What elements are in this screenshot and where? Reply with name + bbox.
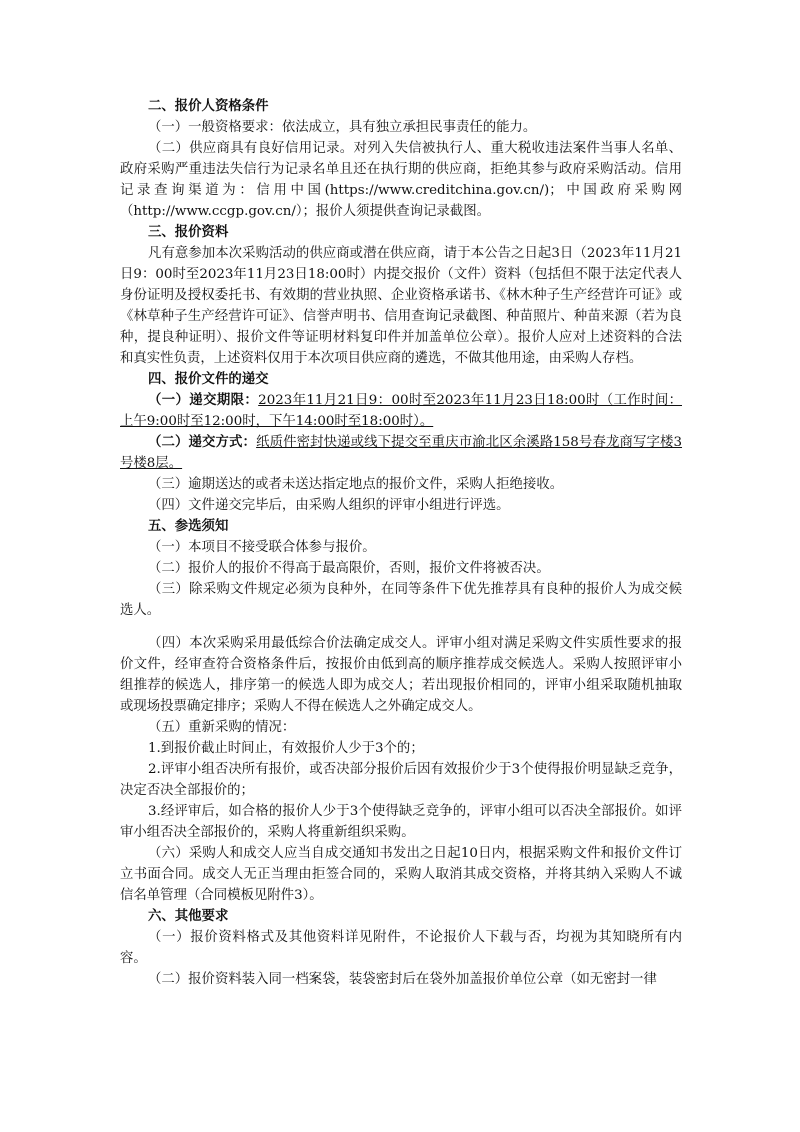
method-label: （二）递交方式：: [148, 434, 257, 450]
list-item: 1.到报价截止时间止，有效报价人少于3个的；: [148, 741, 424, 756]
paragraph: （五）重新采购的情况：: [148, 720, 296, 735]
paragraph: （四）文件递交完毕后，由采购人组织的评审小组进行评选。: [148, 498, 510, 513]
paragraph: （一）一般资格要求：依法成立，具有独立承担民事责任的能力。: [148, 120, 537, 135]
paragraph: （二）报价人的报价不得高于最高限价，否则，报价文件将被否决。: [148, 561, 550, 576]
section-heading-materials: 三、报价资料: [148, 224, 229, 240]
paragraph: （三）逾期送达的或者未送达指定地点的报价文件，采购人拒绝接收。: [148, 477, 564, 492]
deadline-label: （一）递交期限：: [148, 392, 259, 408]
paragraph: （一）本项目不接受联合体参与报价。: [148, 540, 376, 555]
deadline-text: 2023年11月21日9：00时至2023年11月23日18:00时（工作时间：上午9:00时至12:00时，下午14:00时至18:00时）。: [120, 393, 682, 429]
list-item: 2.评审小组否决所有报价，或否决部分报价后因有效报价少于3个使得报价明显缺乏竞争，决定否决全部报价的；: [120, 762, 682, 798]
paragraph: （一）报价资料格式及其他资料详见附件，不论报价人下载与否，均视为其知晓所有内容。: [120, 930, 682, 966]
section-heading-notice: 五、参选须知: [148, 518, 229, 534]
document-body: [120, 96, 682, 990]
method-text: 纸质件密封快递或线下提交至重庆市渝北区余溪路158号春龙商写字楼3号楼8层。: [120, 435, 683, 471]
paragraph-method: [120, 432, 682, 474]
section-heading-qualifications: 二、报价人资格条件: [148, 98, 269, 114]
paragraph: （六）采购人和成交人应当自成交通知书发出之日起10日内，根据采购文件和报价文件订立书面合同。成交人无正当理由拒签合同的，采购人取消其成交资格，并将其纳入采购人不诚信名单管理（合同模板见附件3）。: [120, 846, 682, 903]
paragraph: （二）报价资料装入同一档案袋，装袋密封后在袋外加盖报价单位公章（如无密封一律: [148, 972, 657, 987]
list-item: 3.经评审后，如合格的报价人少于3个使得缺乏竞争的，评审小组可以否决全部报价。如评审小组否决全部报价的，采购人将重新组织采购。: [120, 804, 682, 840]
section-heading-other: 六、其他要求: [148, 908, 229, 924]
paragraph-deadline: [120, 390, 682, 432]
section-heading-submission: 四、报价文件的递交: [148, 371, 269, 387]
paragraph: （四）本次采购采用最低综合价法确定成交人。评审小组对满足采购文件实质性要求的报价文件，经审查符合资格条件后，按报价由低到高的顺序推荐成交候选人。采购人按照评审小组推荐的候选人，排序第一的候选人即为成交人；若出现报价相同的，评审小组采取随机抽取或现场投票确定排序；采购人不得在候选人之外确定成交人。: [120, 636, 682, 714]
paragraph: （三）除采购文件规定必须为良种外，在同等条件下优先推荐具有良种的报价人为成交候选人。: [120, 582, 682, 618]
paragraph: 凡有意参加本次采购活动的供应商或潜在供应商，请于本公告之日起3日（2023年11月21日9：00时至2023年11月23日18:00时）内提交报价（文件）资料（包括但不限于法定代表人身份证明及授权委托书、有效期的营业执照、企业资格承诺书、《林木种子生产经营许可证》或《林草种子生产经营许可证》、信誉声明书、信用查询记录截图、种苗照片、种苗来源（若为良种，提良种证明）、报价文件等证明材料复印件并加盖单位公章）。报价人应对上述资料的合法和真实性负责，上述资料仅用于本次项目供应商的遴选，不做其他用途，由采购人存档。: [120, 246, 682, 366]
paragraph: （二）供应商具有良好信用记录。对列入失信被执行人、重大税收违法案件当事人名单、政府采购严重违法失信行为记录名单且还在执行期的供应商，拒绝其参与政府采购活动。信用记录查询渠道为：信用中国(https://www.creditchina.gov.cn/)；中国政府采购网（http://www.ccgp.gov.cn/）；报价人须提供查询记录截图。: [120, 141, 682, 219]
